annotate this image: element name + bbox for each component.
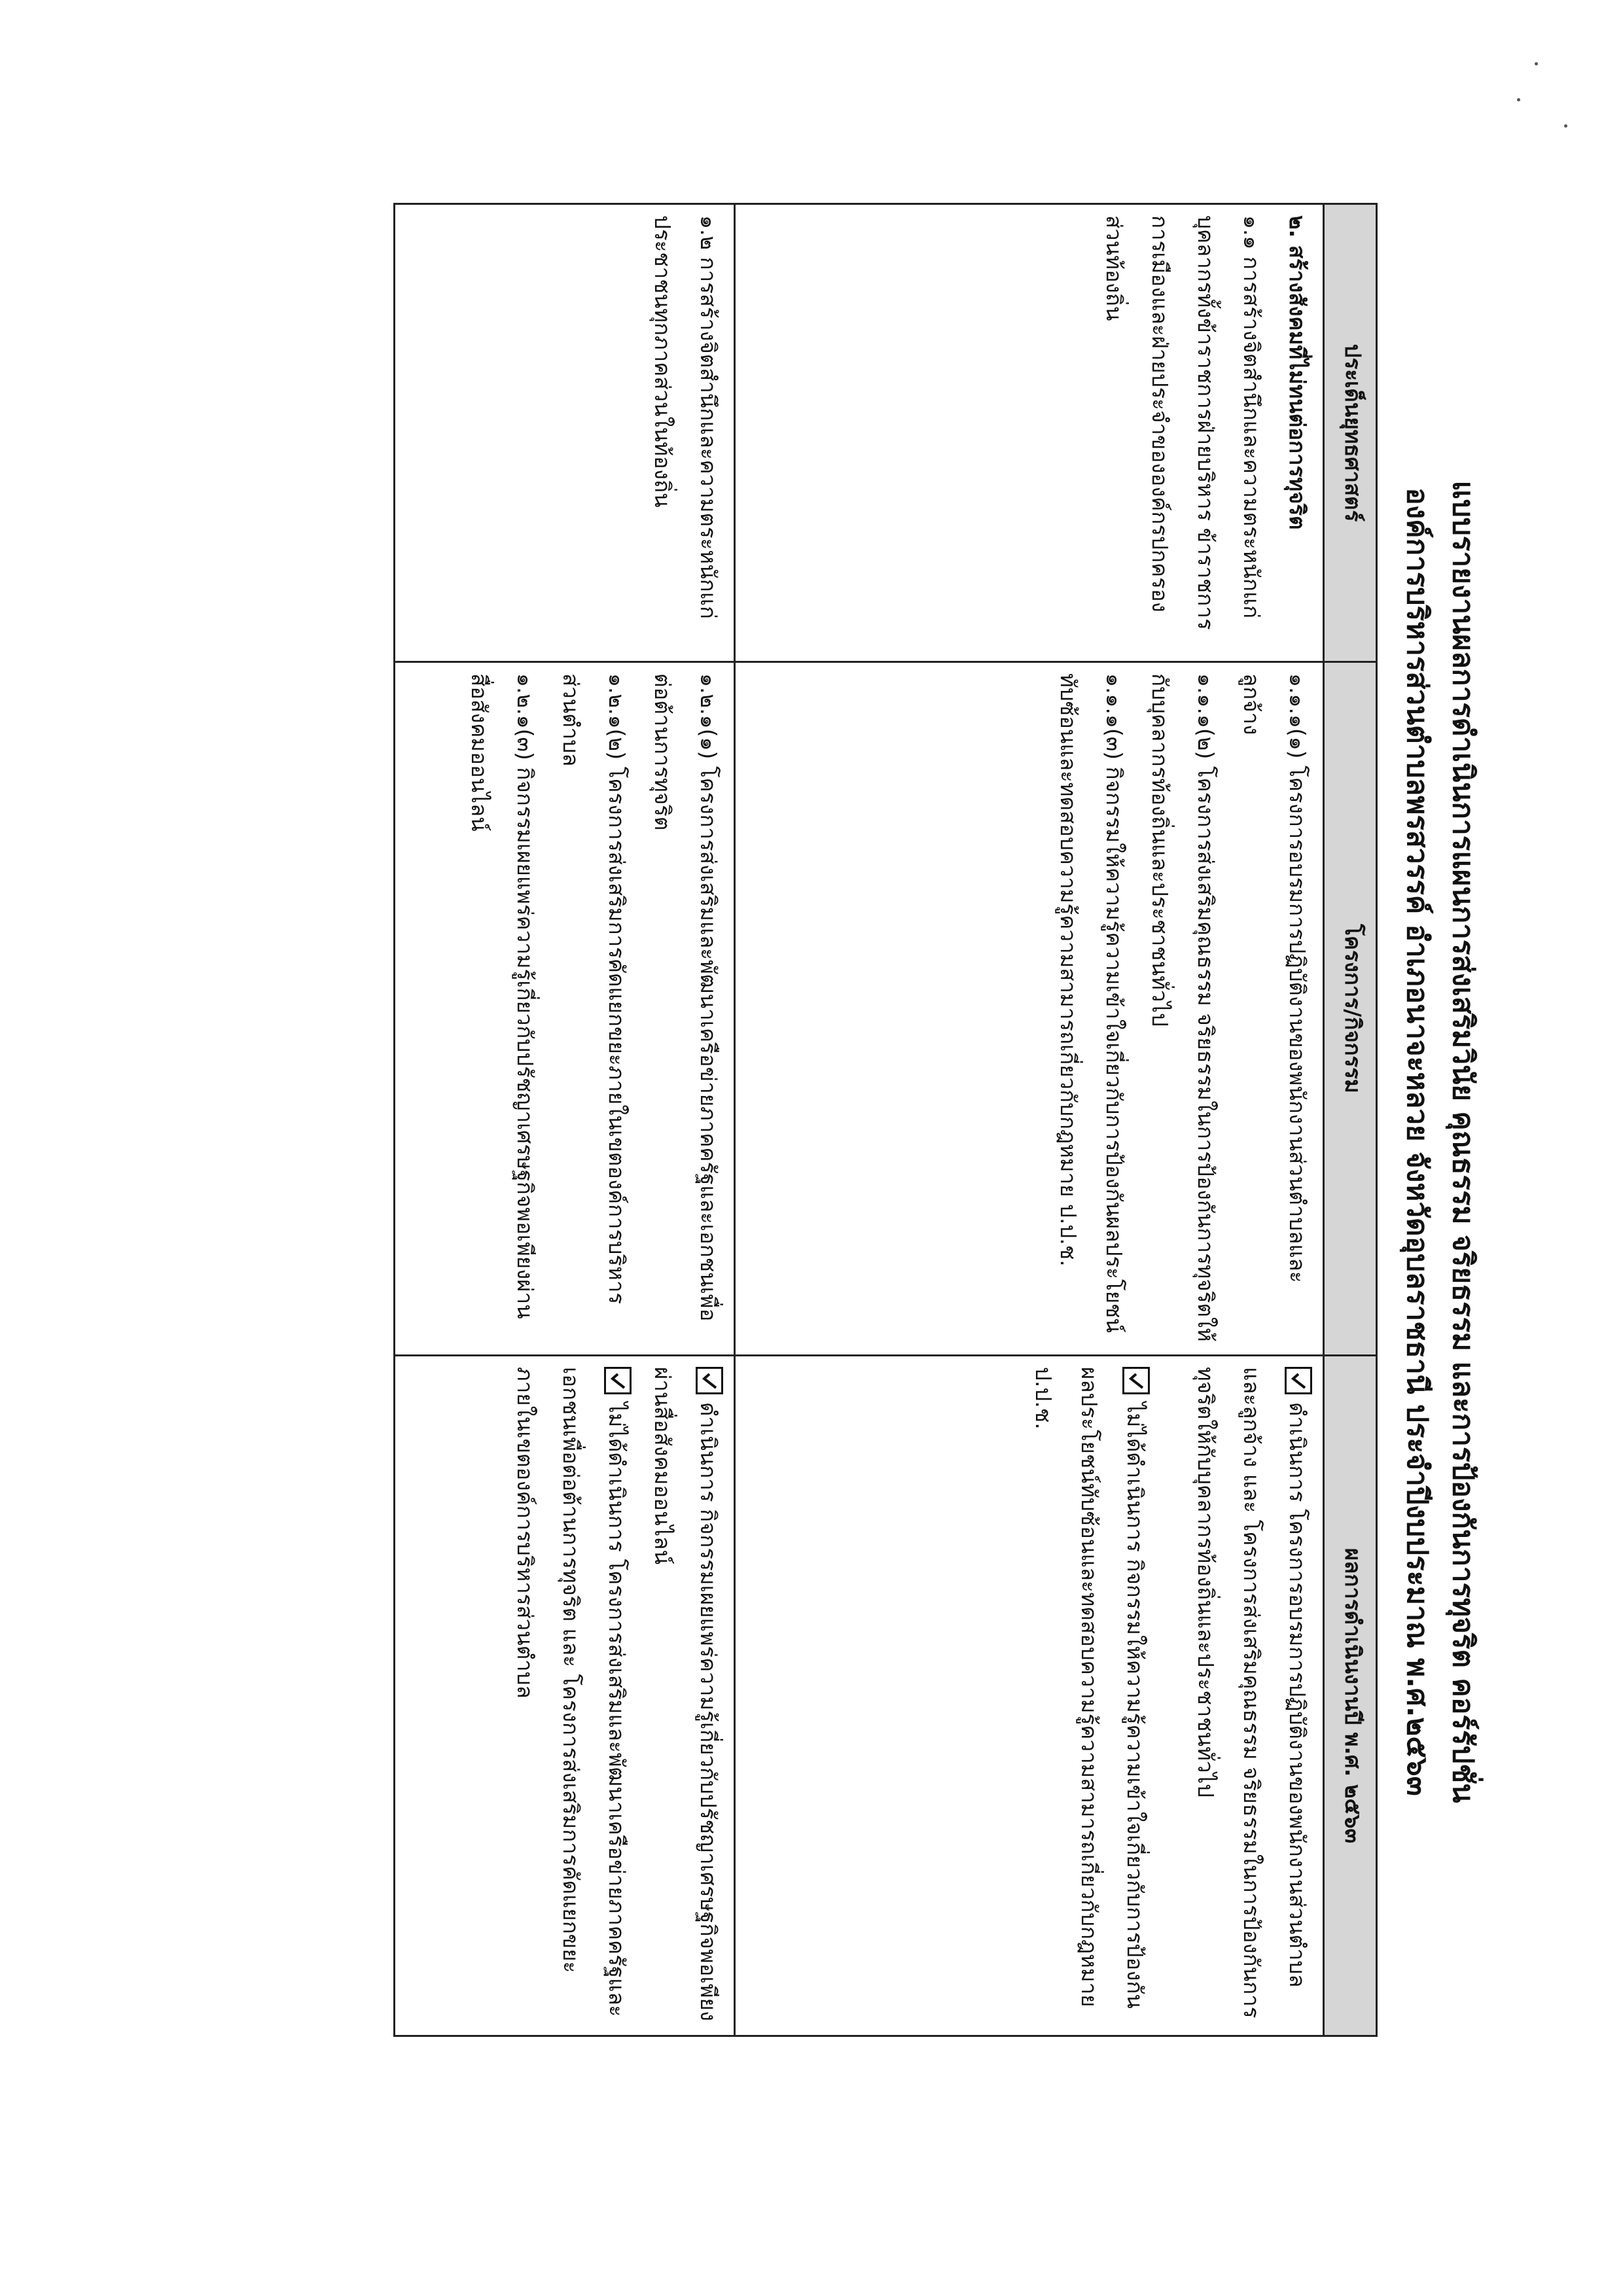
result-text: ไม่ได้ดำเนินการ โครงการส่งเสริมและพัฒนาเครือข่ายภาคครัฐและเอกชนเพื่อต่อต้านการทุจริต และ โครงการส่งเสริมการคัดแยกขยะภายในเขตองค์การบริหารส่วนตำบล: [512, 1367, 630, 2017]
results-cell: [735, 1356, 1324, 2036]
strategy-heading: ๒. สร้างสังคมที่ไม่ทนต่อการทุจริต: [1285, 215, 1310, 530]
table-row: [735, 204, 1324, 2036]
strategy-cell: [395, 204, 735, 662]
strategy-subitem: ๑.๑ การสร้างจิตสำนึกและความตระหนักแก่บุคลากรทั้งข้าราชการฝ่ายบริหาร ข้าราชการการเมืองและฝ่ายประจำขององค์กรปกครองส่วนท้องถิ่น: [1101, 215, 1264, 630]
report-subtitle: องค์การบริหารส่วนตำบลพรสวรรค์ อำเภอนาจะหลวย จังหวัดอุบลราชธานี ประจำปีงบประมาณ พ.ศ.๒๕๖๓: [1400, 487, 1434, 1796]
scan-speck: [1517, 98, 1520, 101]
header-results: ผลการดำเนินงานปี พ.ศ. ๒๕๖๓: [1324, 1356, 1377, 2036]
results-cell: [395, 1356, 735, 2036]
checkbox-checked-icon: [605, 1367, 632, 1394]
checkbox-checked-icon: [1123, 1367, 1150, 1394]
table-row: [395, 204, 735, 2036]
header-projects: โครงการ/กิจกรรม: [1324, 662, 1377, 1356]
projects-cell: [735, 662, 1324, 1356]
result-item: [502, 1367, 639, 2024]
scan-speck: [1535, 62, 1538, 65]
report-title: แบบรายงานผลการดำเนินการแผนการส่งเสริมวินัย คุณธรรม จริยธรรม และการป้องกันการทุจริต คอร์รัปชั่น: [1446, 480, 1480, 1803]
scan-speck: [1564, 124, 1567, 128]
result-item: [1020, 1367, 1158, 2024]
project-item: ๑.๒.๑(๓) กิจกรรมเผยแพร่ความรู้เกี่ยวกับปรัชญาเศรษฐกิจพอเพียงผ่านสื่อสังคมออนไลน์: [467, 673, 538, 1319]
project-item: ๑.๑.๑(๓) กิจกรรมให้ความรู้ความเข้าใจเกี่ยวกับการป้องกันผลประโยชน์ทับซ้อนและทดสอบความรู้ความสามารถเกี่ยวกับกฎหมาย ป.ป.ช.: [1056, 673, 1127, 1333]
checkbox-checked-icon: [696, 1367, 724, 1394]
strategy-subitem: ๑.๒ การสร้างจิตสำนึกและความตระหนักแก่ประชาชนทุกภาคส่วนในท้องถิ่น: [650, 215, 721, 619]
result-item: [1183, 1367, 1320, 2024]
result-text: ดำเนินการ โครงการอบรมการปฏิบัติงานของพนักงานส่วนตำบลและลูกจ้าง และ โครงการส่งเสริมคุณธรรม จริยธรรมในการป้องกันการทุจริตให้กับบุคลากรท้องถิ่นและประชาชนทั่วไป: [1193, 1367, 1310, 2019]
project-item: ๑.๒.๑(๑) โครงการส่งเสริมและพัฒนาเครือข่ายภาคครัฐและเอกชนเพื่อต่อต้านการทุจริต: [650, 673, 721, 1322]
projects-cell: [395, 662, 735, 1356]
checkbox-checked-icon: [1285, 1367, 1313, 1394]
strategy-cell: [735, 204, 1324, 662]
result-text: ดำเนินการ กิจกรรมเผยแพร่ความรู้เกี่ยวกับปรัชญาเศรษฐกิจพอเพียงผ่านสื่อสังคมออนไลน์: [650, 1367, 721, 2021]
report-table: [393, 203, 1378, 2037]
result-item: [639, 1367, 731, 2024]
table-header-row: [1324, 204, 1377, 2036]
project-item: ๑.๑.๑(๒) โครงการส่งเสริมคุณธรรม จริยธรรมในการป้องกันการทุจริตให้กับบุคลากรท้องถิ่นและประชาชนทั่วไป: [1147, 673, 1219, 1342]
result-text: ไม่ได้ดำเนินการ กิจกรรมให้ความรู้ความเข้าใจเกี่ยวกับการป้องกันผลประโยชน์ทับซ้อนและทดสอบความรู้ความสามารถเกี่ยวกับกฎหมาย ป.ป.ช.: [1031, 1367, 1148, 2009]
header-strategy: ประเด็นยุทธศาสตร์: [1324, 204, 1377, 662]
report-document: [239, 111, 1482, 2172]
project-item: ๑.๑.๑(๑) โครงการอบรมการปฏิบัติงานของพนักงานส่วนตำบลและลูกจ้าง: [1239, 673, 1310, 1283]
project-item: ๑.๒.๑(๒) โครงการส่งเสริมการคัดแยกขยะภายในเขตองค์การบริหารส่วนตำบล: [558, 673, 630, 1305]
